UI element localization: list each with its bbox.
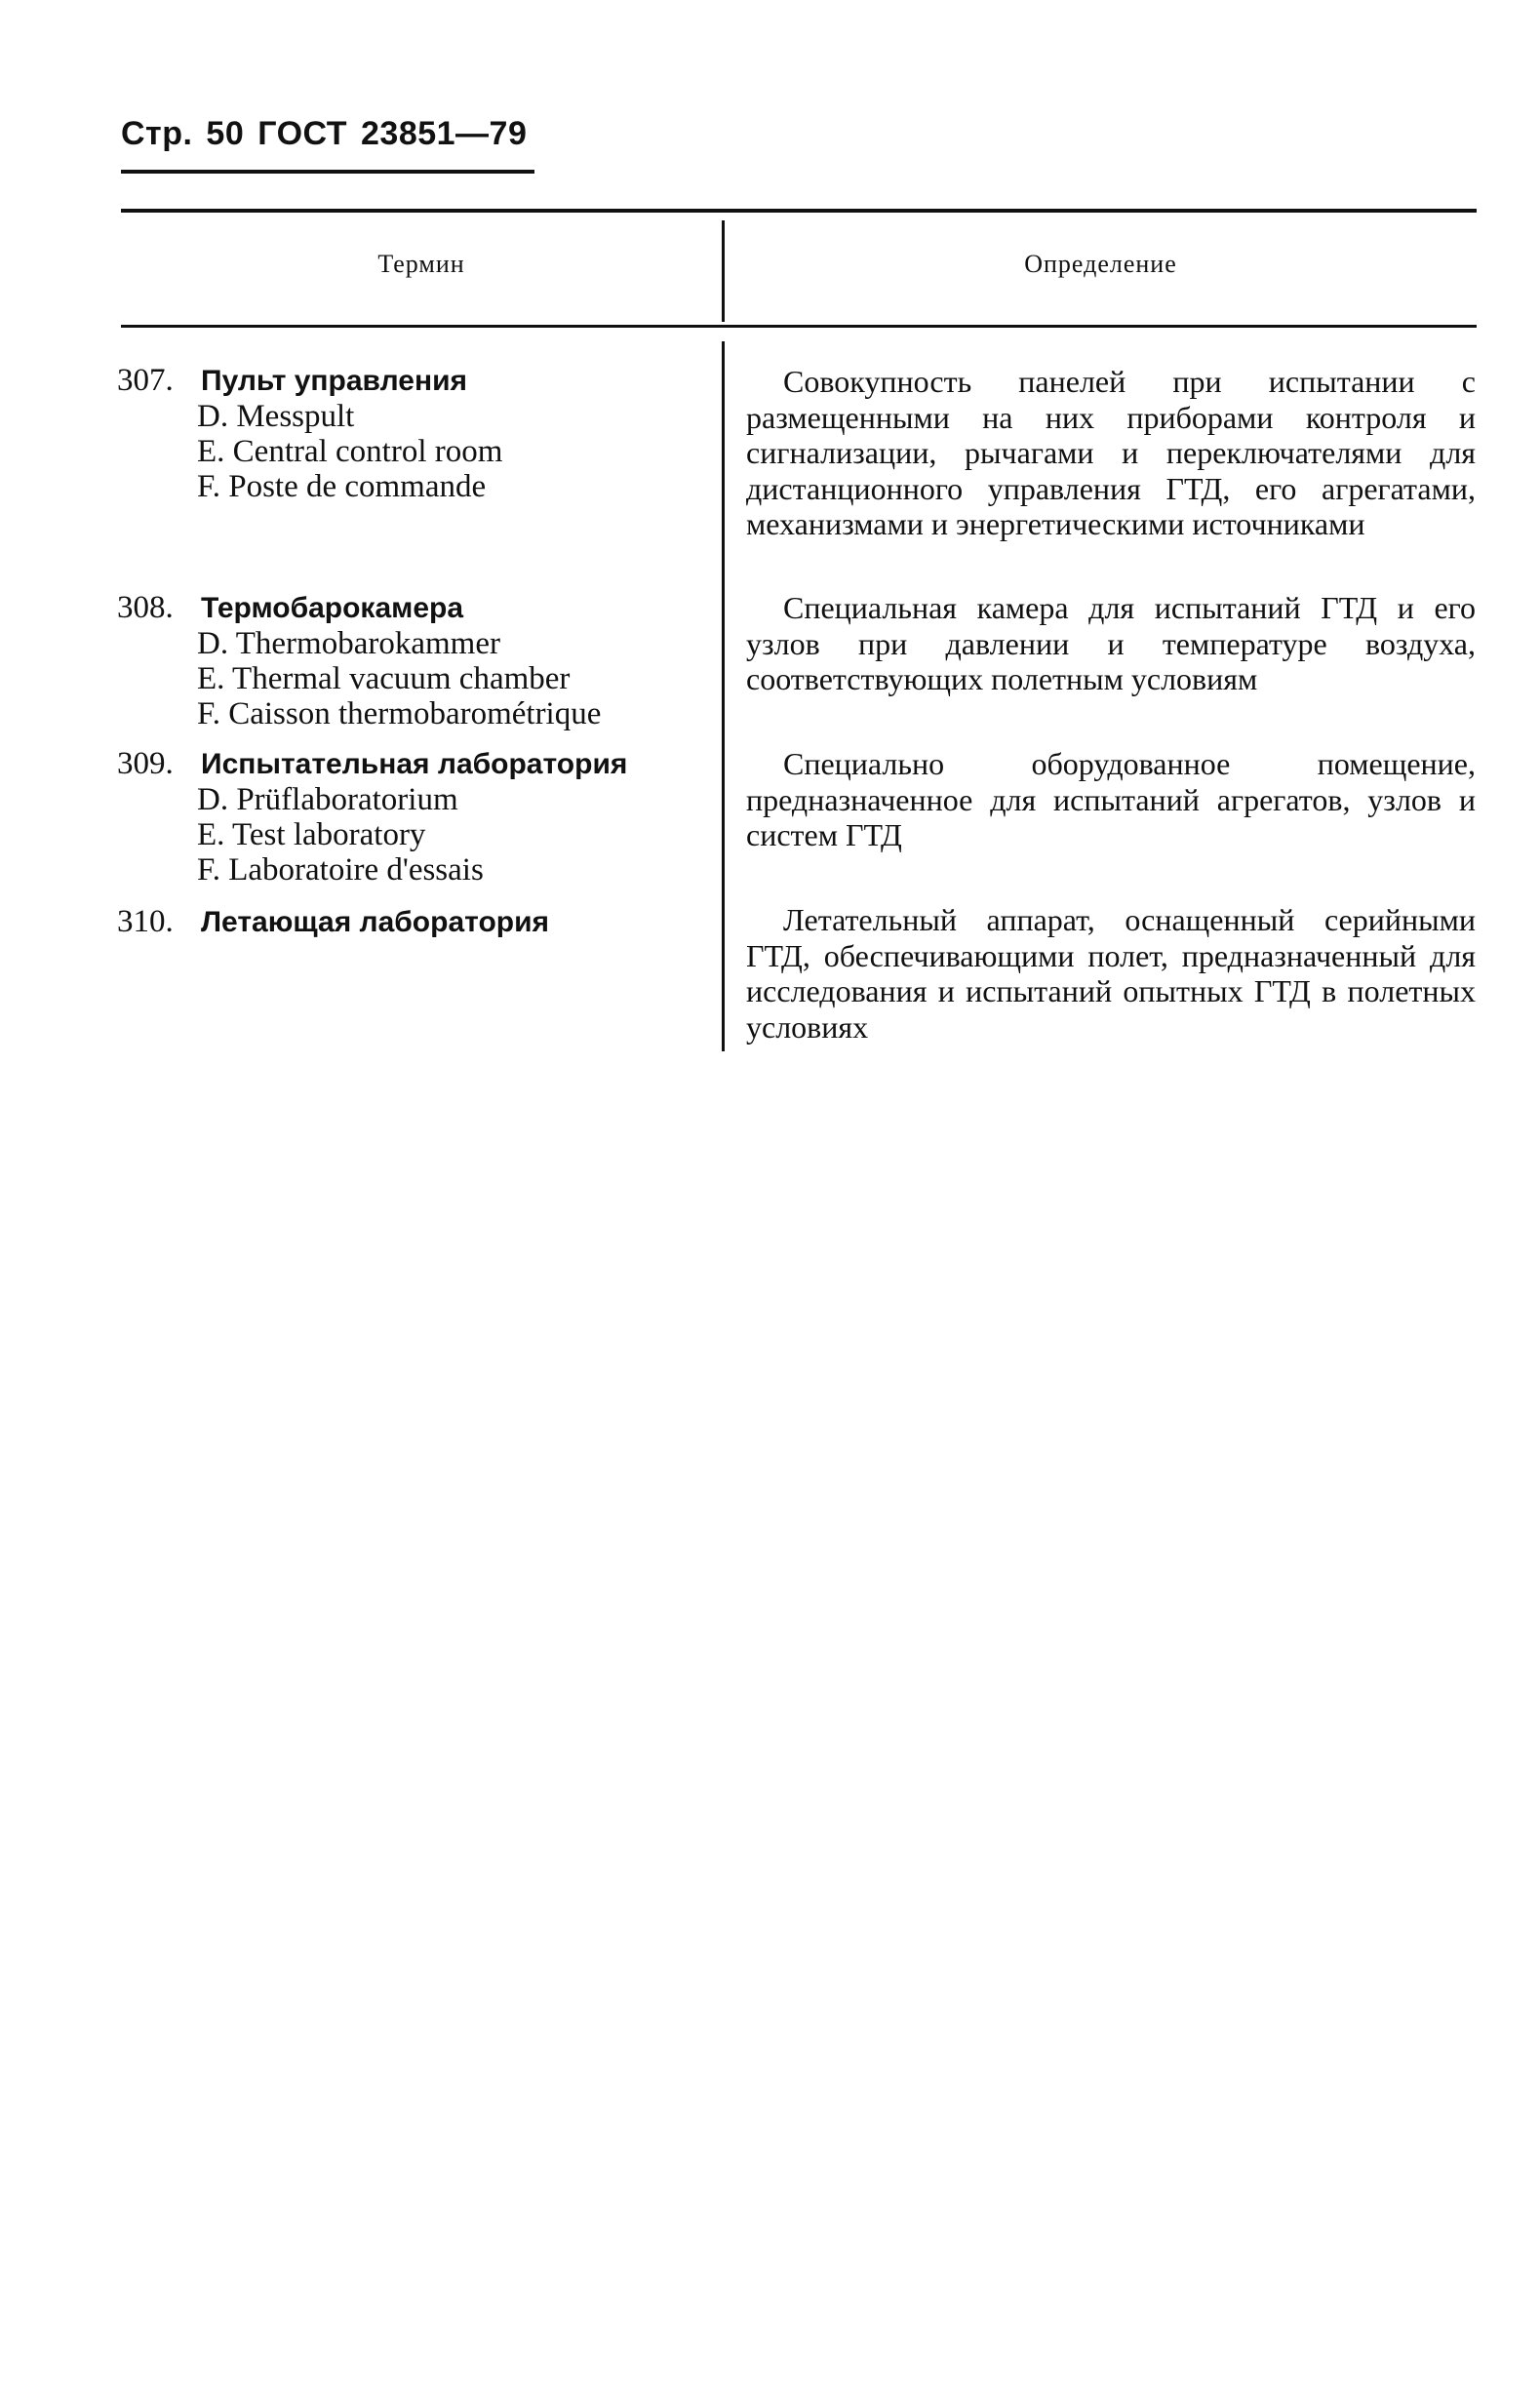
definition-308: Специальная камера для испытаний ГТД и его узлов при давлении и температуре воздуха, соответствующих полетным условиям: [746, 590, 1476, 696]
column-header-definition: Определение: [1024, 250, 1177, 278]
term-french: F. Laboratoire d'essais: [197, 852, 484, 887]
term-entry-308: [117, 590, 722, 731]
header-rule: [121, 170, 534, 174]
term-german: D. Thermobarokammer: [197, 626, 500, 661]
page-number: 50: [206, 115, 245, 152]
page-header: [121, 115, 527, 153]
term-russian: Термобарокамера: [201, 592, 464, 624]
term-german: D. Prüflaboratorium: [197, 782, 458, 817]
term-english: E. Central control room: [197, 434, 503, 469]
term-russian: Испытательная лаборатория: [201, 748, 628, 780]
term-french: F. Poste de commande: [197, 469, 487, 504]
column-divider-body: [722, 341, 725, 1051]
term-number: 310.: [117, 904, 174, 939]
column-header-term: Термин: [377, 250, 465, 278]
term-entry-309: [117, 746, 722, 887]
table-top-rule: [121, 209, 1477, 213]
term-russian: Пульт управления: [201, 365, 468, 397]
definition-307: Совокупность панелей при испытании с размещенными на них приборами контроля и сигнализации, рычагами и переключателями для дистанционного управления ГТД, его агрегатами, механизмами и энергетическими источниками: [746, 364, 1476, 541]
term-number: 309.: [117, 746, 174, 781]
term-english: E. Thermal vacuum chamber: [197, 661, 571, 696]
standard-number: 23851—79: [361, 115, 528, 152]
term-entry-310: [117, 904, 722, 940]
definition-310: Летательный аппарат, оснащенный серийными ГТД, обеспечивающими полет, предназначенный для исследования и испытаний опытных ГТД в полетных условиях: [746, 902, 1476, 1045]
standard-label: ГОСТ: [257, 115, 347, 152]
page-label: Стр.: [121, 115, 193, 152]
term-number: 308.: [117, 590, 174, 625]
definition-309: Специально оборудованное помещение, предназначенное для испытаний агрегатов, узлов и систем ГТД: [746, 746, 1476, 852]
term-french: F. Caisson thermobarométrique: [197, 696, 602, 731]
term-english: E. Test laboratory: [197, 817, 426, 852]
table-header-rule: [121, 325, 1477, 328]
term-number: 307.: [117, 363, 174, 398]
term-german: D. Messpult: [197, 399, 355, 434]
term-russian: Летающая лаборатория: [201, 906, 550, 938]
term-entry-307: [117, 363, 722, 504]
